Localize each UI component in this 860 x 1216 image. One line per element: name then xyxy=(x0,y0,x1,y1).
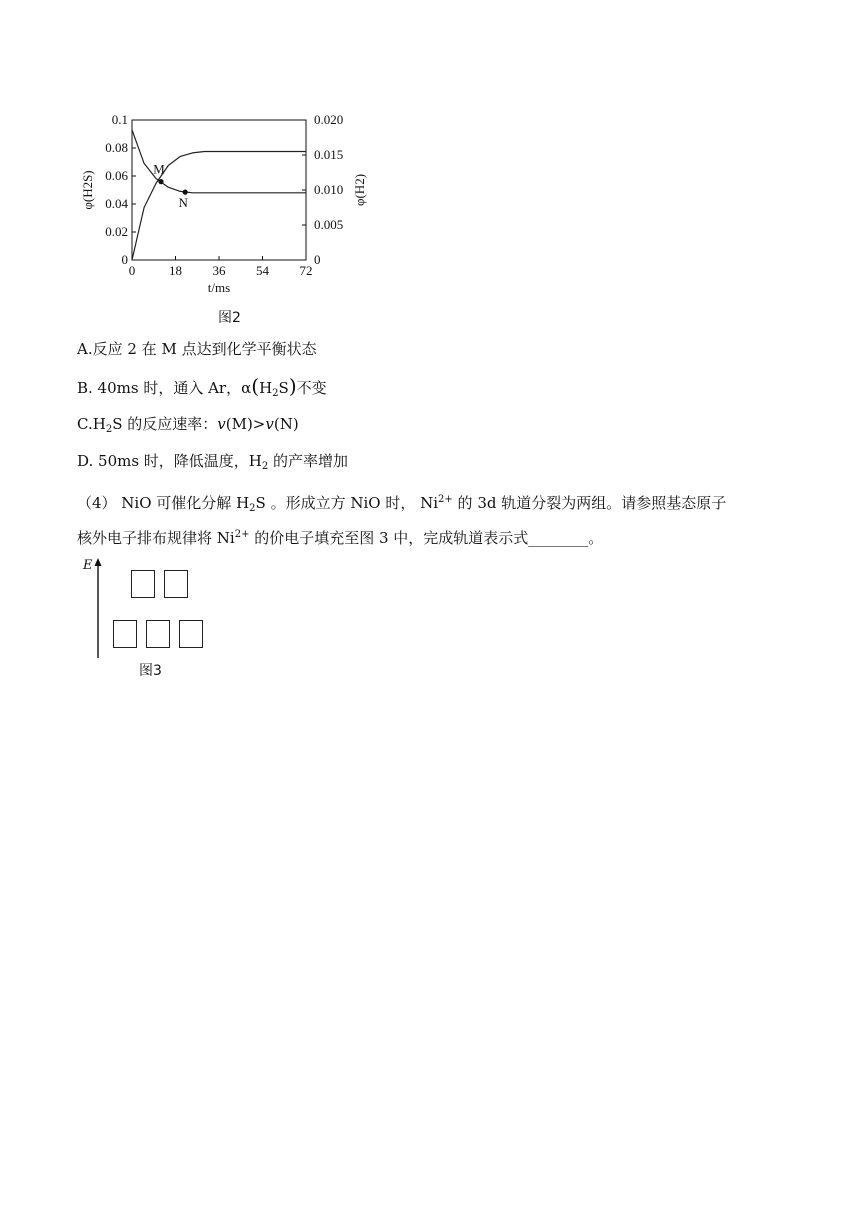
point-n-marker xyxy=(183,190,188,195)
q4-line1-b: S 。形成立方 NiO 时， Ni xyxy=(255,494,439,512)
y-left-tick-label: 0.06 xyxy=(105,168,128,183)
option-c-sub: 2 xyxy=(105,424,113,435)
option-c-mid: 的反应速率： xyxy=(122,415,218,433)
orbital-box-upper-1 xyxy=(131,570,155,598)
option-c xyxy=(77,414,299,440)
option-b-sub: 2 xyxy=(272,388,279,399)
y-left-tick-label: 0 xyxy=(121,252,128,267)
energy-axis-arrow xyxy=(92,558,104,660)
question4-line2 xyxy=(77,525,603,548)
x-tick-label: 54 xyxy=(256,263,269,278)
q4-line2-sup: 2+ xyxy=(234,529,250,540)
option-d-suffix: 的产率增加 xyxy=(268,452,349,470)
option-d xyxy=(77,451,348,477)
orbital-box-upper-2 xyxy=(164,570,188,598)
option-c-v2: v xyxy=(265,415,274,433)
q4-line1-sub: 2 xyxy=(249,503,256,514)
option-a: A.反应 2 在 M 点达到化学平衡状态 xyxy=(77,340,317,358)
q4-line1-sup: 2+ xyxy=(438,494,453,505)
option-b-suffix: 不变 xyxy=(296,379,327,397)
x-tick-label: 72 xyxy=(299,263,313,278)
y-left-tick-label: 0.04 xyxy=(105,196,128,211)
q4-line1-c: 的 3d 轨道分裂为两组。请参照基态原子 xyxy=(452,494,727,512)
y-right-tick-label: 0.015 xyxy=(314,147,344,162)
y-right-tick-label: 0.020 xyxy=(314,112,344,127)
option-c-m: (M)> xyxy=(225,415,266,433)
q4-line2-a: 核外电子排布规律将 Ni xyxy=(77,529,235,547)
y-right-tick-label: 0.005 xyxy=(314,217,344,232)
q4-line2-b: 的价电子填充至图 3 中，完成轨道表示式________。 xyxy=(249,529,604,547)
point-n-label: N xyxy=(178,195,188,211)
option-b-paren-close: ) xyxy=(288,374,297,398)
plot-frame xyxy=(132,120,306,260)
option-d-sub: 2 xyxy=(261,461,269,472)
point-m-label: M xyxy=(153,161,165,177)
y-right-tick-label: 0.010 xyxy=(314,182,344,197)
option-b-h: H xyxy=(259,379,273,397)
question4-line1 xyxy=(77,490,726,519)
x-axis-label: t/ms xyxy=(207,280,231,295)
option-c-s: S xyxy=(112,415,123,433)
option-c-h: H xyxy=(92,415,106,433)
option-c-n: (N) xyxy=(273,415,299,433)
y-left-tick-label: 0.1 xyxy=(111,112,128,127)
x-tick-label: 18 xyxy=(169,263,182,278)
option-b xyxy=(77,376,327,404)
orbital-box-lower-2 xyxy=(146,620,170,648)
y-left-tick-label: 0.08 xyxy=(105,140,128,155)
y-right-tick-label: 0 xyxy=(314,252,321,267)
orbital-box-lower-1 xyxy=(113,620,137,648)
point-m-marker xyxy=(158,179,163,184)
option-b-paren-open: ( xyxy=(251,374,260,398)
orbital-box-lower-3 xyxy=(179,620,203,648)
figure2-chart xyxy=(70,100,390,310)
q4-line1-a: （4） NiO 可催化分解 H xyxy=(77,494,250,512)
y-left-axis-label: φ(H2S) xyxy=(80,170,95,210)
option-c-prefix: C. xyxy=(77,415,93,433)
figure3 xyxy=(80,558,220,683)
x-tick-label: 0 xyxy=(128,263,136,278)
option-c-v1: v xyxy=(217,415,226,433)
figure3-caption: 图3 xyxy=(139,663,162,679)
option-b-s: S xyxy=(278,379,289,397)
option-b-prefix: B. 40ms 时，通入 Ar，α xyxy=(77,379,252,397)
energy-label: E xyxy=(83,558,93,573)
y-left-tick-label: 0.02 xyxy=(105,224,128,239)
x-tick-label: 36 xyxy=(212,263,226,278)
option-d-prefix: D. 50ms 时，降低温度，H xyxy=(77,452,262,470)
y-right-axis-label: φ(H2) xyxy=(352,173,367,207)
figure2-caption: 图2 xyxy=(218,310,241,326)
